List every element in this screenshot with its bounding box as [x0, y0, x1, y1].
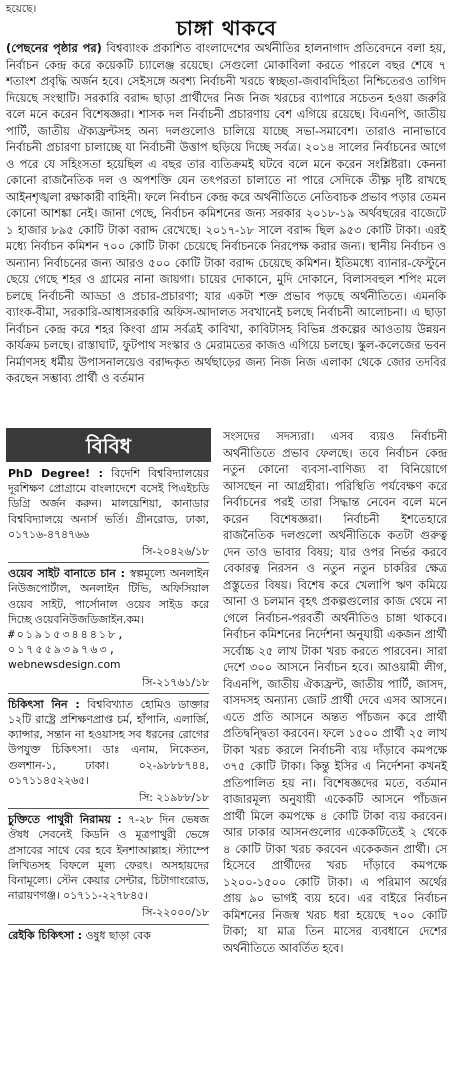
ad-body: বিশ্ববিখ্যাত হোমিও ডাক্তার ১২টি রাষ্ট্রে প্রশিক্ষণপ্রাপ্ত চর্ম, হাঁপানি, এলার্জি, ক্যান্সার, সন্তান না হওয়াসহ সব ধরনের রোগের উপযুক্ত চিকিৎসা। ডাঃ এনাম, নিকেতন, গুলশান-১, ঢাকা। ০২-৯৮৮৮৭৪৪, ০১৭১১৪৫২২৬৫। — [8, 697, 209, 787]
classified-ad — [8, 928, 209, 943]
ad-phones: #০১৯১৫৩৪৪৪১৮, ০১৭৫৫৯৩৯৭৬৩, — [8, 628, 126, 657]
ad-code: সি: ২১৯৮৮/১৮ — [139, 791, 209, 805]
ad-divider — [8, 562, 209, 563]
ad-title: ওয়েব সাইট বানাতে চান : — [8, 567, 125, 581]
ad-code: সি-২০৪২৬/১৮ — [142, 545, 209, 559]
ad-code: সি-২১৭৬১/১৮ — [142, 675, 209, 689]
continued-tag: (পেছনের পৃষ্ঠার পর) — [6, 41, 102, 55]
ad-divider — [8, 693, 209, 694]
classified-ads-list — [6, 462, 211, 943]
ad-body: বিদেশি বিশ্ববিদ্যালয়ের দূরশিক্ষণ প্রোগ্রামে বাংলাদেশে বসেই পিএইচডি ডিগ্রি অর্জন করুন। মালয়েশিয়া, কানাডার বিশ্ববিদ্যালয়ে অনার্স ভর্তি। গ্রীনরোড, ঢাকা, ০১৭১৬-৪৭৪৭৬৬ — [8, 467, 209, 541]
ad-title: PhD Degree! : — [8, 467, 103, 480]
ad-body: ওষুধ ছাড়া বেক — [82, 928, 151, 942]
classifieds-heading: বিবিধ — [86, 434, 131, 458]
continued-text: হয়েছে। — [6, 3, 37, 15]
ad-url: webnewsdesign.com — [8, 658, 121, 672]
article-body-right-column: সংসদের সদস্যরা। এসব ব্যয়ও নির্বাচনী অর্থনীতিতে প্রভাব ফেলছে। তবে নির্বাচন কেন্দ্র নতুন কোনো ব্যবসা-বাণিজ্য বা বিনিয়োগে আসছেন না আগ্রহীরা। পরিস্থিতি পর্যবেক্ষণ করে নির্বাচনের পরই তারা সিদ্ধান্ত নেবেন বলে মনে করেন বিশেষজ্ঞরা। নির্বাচনী ইশতেহারে রাজনৈতিক দলগুলো অর্থনীতিকে কতটা গুরুত্ব দেন তাও ভাবার বিষয়; যার ওপর নির্ভর করবে বেকারত্ব নিরসন ও নতুন নতুন চাকরির ক্ষেত্র প্রস্তুতের বিষয়। বিশেষ করে খেলাপি ঋণ কমিয়ে আনা ও চলমান বৃহৎ প্রকল্পগুলোর কাজ থেমে না গেলে নির্বাচন-পরবর্তী অর্থনীতিও চাঙ্গা থাকবে। নির্বাচন কমিশনের নির্দেশনা অনুযায়ী একজন প্রার্থী সর্বোচ্চ ২৫ লাখ টাকা খরচ করতে পারবেন। সারা দেশে ৩০০ আসনে নির্বাচন হবে। আওয়ামী লীগ, বিএনপি, জাতীয় ঐক্যফ্রন্ট, জাতীয় পার্টি, জাসদ, বাসদসহ অন্যান্য জোট প্রার্থী দেবে এসব আসনে। এতে প্রতি আসনে অন্তত পাঁচজন করে প্রার্থী প্রতিদ্বন্দ্বিতা করবেন। ফলে ১৫০০ প্রার্থী ২৫ লাখ টাকা খরচ করলে নির্বাচনী ব্যয় দাঁড়াবে কমপক্ষে ৩৭৫ কোটি টাকা। কিন্তু ইসির এ নির্দেশনা কখনই প্রতিপালিত হয় না। বিশেষজ্ঞদের মতে, বর্তমান বাজারমূল্য অনুযায়ী একেকটি আসনে পাঁচজন প্রার্থী মিলে কমপক্ষে ৪ কোটি টাকা ব্যয় করবেন। আর ঢাকার আসনগুলোর একেকটিতেই ২ থেকে ৪ কোটি টাকা খরচ করবেন একেকজন প্রার্থী। সে হিসেবে প্রার্থীদের খরচ দাঁড়াবে কমপক্ষে ১২০০-১৫০০ কোটি টাকা। এ পরিমাণ অর্থের প্রায় ৯০ ভাগই ব্যয় হবে। এর বাইরে নির্বাচন কমিশনের নিজস্ব খরচ ধরা হয়েছে ৭০০ কোটি টাকা; যা মাত্র তিন মাসের ব্যবধানে দেশের অর্থনীতিতে আবর্তিত হবে। — [223, 429, 447, 955]
ad-divider — [8, 808, 209, 809]
lead-text: বিশ্বব্যাংক প্রকাশিত বাংলাদেশের অর্থনীতির হালনাগাদ প্রতিবেদনে বলা হয়, নির্বাচন কেন্দ্র করে কয়েকটি চ্যালেঞ্জ রয়েছে। সেগুলো মোকাবিলা করতে পারলে বছর শেষে ৭ শতাংশ প্রবৃদ্ধি অর্জন হবে। সেইসঙ্গে অবশ্য নির্বাচনী খরচে স্বচ্ছতা-জবাবদিহিতা নিশ্চিতেরও তাগিদ দিয়েছে সংস্থাটি। সরকারি বরাদ্দ ছাড়া প্রার্থীদের নিজ নিজ খরচের ব্যাপারে সচেতন হওয়া জরুরি বলে মনে করেন বিশেষজ্ঞরা। শাসক দল নির্বাচনী প্রচারণায় বেশ এগিয়ে রয়েছে। বিএনপি, জাতীয় পার্টি, জাতীয় ঐক্যফ্রন্টসহ অন্য দলগুলোও চালিয়ে যাচ্ছে সভা-সমাবেশ। তারাও নানাভাবে নির্বাচনী প্রচারণা চালাচ্ছে যা নির্বাচনী উত্তাপ ছড়িয়ে দিচ্ছে সর্বত্র। ২০১৪ সালের নির্বাচনের আগে ও পরে যে সহিংসতা হয়েছিল এ বছর তার ব্যতিক্রমই ঘটবে বলে মনে করেন সংশ্লিষ্টরা। কেননা কোনো রাজনৈতিক দল ও অপশক্তি যেন তৎপরতা চালাতে না পারে সেদিকে তীক্ষ্ণ দৃষ্টি রাখছে আইনশৃঙ্খলা রক্ষাকারী বাহিনী। ফলে নির্বাচন কেন্দ্র করে অর্থনীতিতে নেতিবাচক প্রভাব পড়ার তেমন কোনো আশঙ্কা নেই। জানা গেছে, নির্বাচন কমিশনের জন্য সরকার ২০১৮-১৯ অর্থবছরের বাজেটে ১ হাজার ৮৯৫ কোটি টাকা বরাদ্দ রেখেছে। ২০১৭-১৮ সালে বরাদ্দ ছিল ৯৫৩ কোটি টাকা। এরই মধ্যে নির্বাচন কমিশন ৭০০ কোটি টাকা চেয়েছে নির্বাচনকে নিরপেক্ষ করার জন্য। স্থানীয় নির্বাচন ও অন্যান্য নির্বাচনের জন্য আরও ৫০০ কোটি টাকা বরাদ্দ চেয়েছে কমিশন। ইতিমধ্যে ব্যানার-ফেস্টুনে ছেয়ে গেছে শহর ও গ্রামের নানা জায়গা। চায়ের দোকানে, মুদি দোকানে, বিলাসবহুল শপিং মলে চলছে নির্বাচনী আড্ডা ও প্রচার-প্রচারণা; যার একটা শক্ত প্রভাব পড়ছে অর্থনীতিতে। এমনকি ব্যাংক-বীমা, সরকারি-আধাসরকারি অফিস-আদালত সবখানেই চলছে নির্বাচনী আলোচনা। এ ছাড়া নির্বাচন কেন্দ্র করে শহর কিংবা গ্রাম সর্বত্রই কাবিখা, কাবিটাসহ বিভিন্ন প্রকল্পের আওতায় উন্নয়ন কার্যক্রম চলছে। রাস্তাঘাট, ফুটপাথ সংস্কার ও মেরামতের কাজও এগিয়ে চলছে। স্কুল-কলেজের ভবন নির্মাণসহ ধর্মীয় উপাসনালয়েও বরাদ্দকৃত অর্থছাড়ের জন্য নিজ নিজ এলাকা থেকে জোর তদবির করছেন সম্ভাব্য প্রার্থী ও বর্তমান — [6, 41, 446, 385]
classifieds-box — [6, 428, 211, 1064]
classified-ad — [8, 812, 209, 924]
article-body-lead — [6, 40, 446, 387]
ad-code: সি-২২০০০/১৮ — [142, 906, 209, 920]
classified-ad — [8, 697, 209, 809]
classifieds-header — [6, 428, 211, 462]
ad-title: রেইকি চিকিৎসা : — [8, 928, 83, 942]
ad-body: ৭-২৮ দিন ভেষজ ঔষধ সেবনেই কিডনি ও মূত্রপাথুরী ভেঙ্গে প্রসাবের সাথে বের হবে ইনশাআল্লাহ। স্ট্যাম্পে লিখিতসহ বিফলে মূল্য ফেরৎ। অসহায়দের বিনামূল্যে। স্টেন কেয়ার সেন্টার, চিটাগাংরোড, নারায়ণগঞ্জ। ০১৭১১-২২৭৮৪৫। — [8, 813, 209, 903]
article-headline: চাঙ্গা থাকবে — [176, 16, 277, 40]
classified-ad — [8, 466, 209, 563]
ad-divider — [8, 924, 209, 925]
ad-title: চিকিৎসা নিন : — [8, 697, 80, 711]
ad-body: স্বল্পমূল্যে অনলাইন নিউজপোর্টাল, অনলাইন টিভি, অফিসিয়াল ওয়েব সাইট, পার্সোনাল ওয়েব সাইড করে দিচ্ছে ওয়েবনিউজডিজাইন.কম। — [8, 567, 209, 626]
classified-ad — [8, 566, 209, 694]
ad-title: চুক্তিতে পাথুরী নিরাময় : — [8, 813, 122, 827]
